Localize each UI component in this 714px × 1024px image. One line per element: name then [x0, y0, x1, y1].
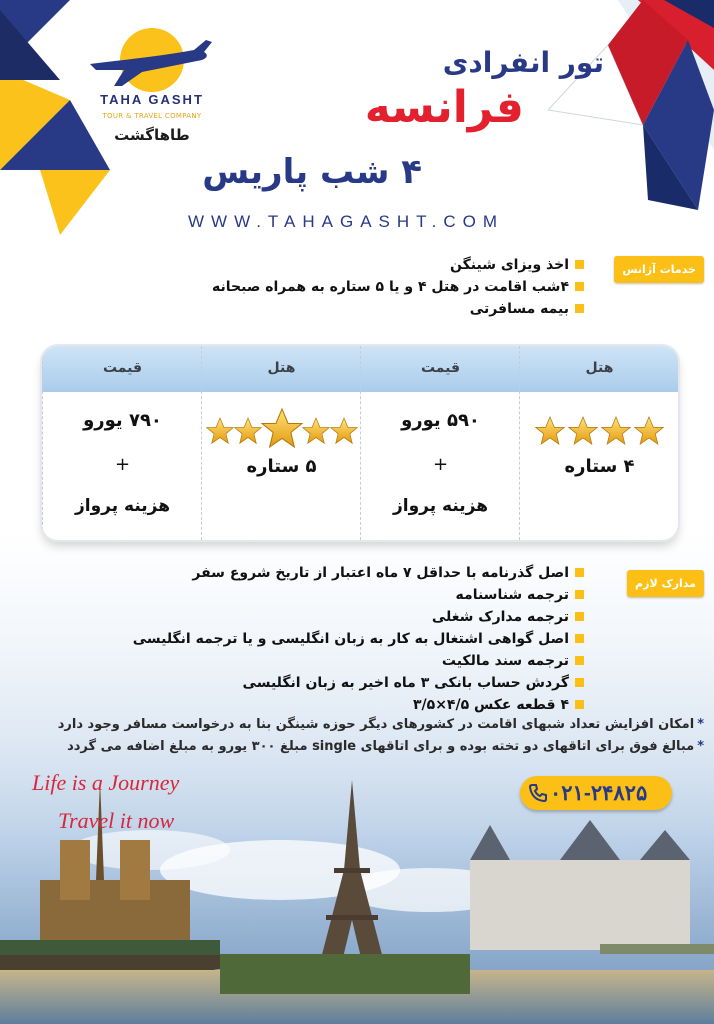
france-flag-decoration	[548, 0, 714, 215]
column-header: هتل	[585, 360, 614, 376]
note-text: مبالغ فوق برای اتاقهای دو تخته بوده و برای اتاقهای single مبلغ ۳۰۰ یورو به مبلغ اضافه می گردد	[67, 739, 695, 754]
column-header: هتل	[267, 360, 296, 376]
note-text: امکان افزایش تعداد شبهای اقامت در کشورهای دیگر حوزه شینگن بنا به درخواست مسافر وجود دارد	[57, 717, 695, 732]
price-value: ۷۹۰ یورو	[83, 410, 162, 431]
list-item: ترجمه مدارک شغلی	[133, 606, 584, 628]
destination-title: فرانسه	[364, 82, 524, 133]
tour-type-title: تور انفرادی	[442, 46, 604, 79]
documents-list	[133, 562, 584, 716]
list-item: ۴شب اقامت در هتل ۴ و یا ۵ ستاره به همراه صبحانه	[212, 276, 584, 298]
company-logo[interactable]	[82, 20, 222, 160]
list-item: بیمه مسافرتی	[212, 298, 584, 320]
plus-sign: +	[114, 454, 131, 475]
list-item: ترجمه سند مالکیت	[133, 650, 584, 672]
list-item: ترجمه شناسنامه	[133, 584, 584, 606]
list-item: گردش حساب بانکی ۳ ماه اخیر به زبان انگلیسی	[133, 672, 584, 694]
services-list	[212, 254, 584, 320]
phone-icon	[528, 783, 548, 803]
logo-tagline: TOUR & TRAVEL COMPANY	[102, 112, 202, 120]
slogan-line-1: Life is a Journey	[32, 770, 180, 795]
star-rating	[520, 408, 678, 456]
column-header: قیمت	[420, 360, 461, 376]
price-column-4star	[360, 346, 519, 540]
star-label: ۵ ستاره	[246, 456, 317, 477]
website-link[interactable]: WWW.TAHAGASHT.COM	[188, 212, 505, 231]
star-rating	[202, 408, 361, 456]
list-item: اخذ ویزای شینگن	[212, 254, 584, 276]
hotel-column-5star	[201, 346, 360, 540]
documents-badge: مدارک لازم	[627, 570, 704, 597]
list-item: اصل گذرنامه با حداقل ۷ ماه اعتبار از تاریخ شروع سفر	[133, 562, 584, 584]
note-item	[58, 736, 704, 758]
five-stars-icon	[204, 408, 360, 452]
asterisk-icon: *	[697, 739, 704, 754]
list-item: اصل گواهی اشتغال به کار به زبان انگلیسی و یا ترجمه انگلیسی	[133, 628, 584, 650]
services-badge: خدمات آژانس	[614, 256, 704, 283]
price-value: ۵۹۰ یورو	[401, 410, 480, 431]
list-item: ۴ قطعه عکس ۴/۵×۳/۵	[133, 694, 584, 716]
logo-brand: TAHA GASHT	[100, 92, 204, 107]
price-table	[42, 346, 678, 540]
hotel-column-4star	[519, 346, 678, 540]
four-stars-icon	[530, 408, 670, 452]
price-column-5star	[42, 346, 201, 540]
airplane-icon	[82, 20, 222, 100]
phone-number[interactable]: ۰۲۱-۲۴۸۲۵	[550, 782, 648, 805]
asterisk-icon: *	[697, 717, 704, 732]
slogan-line-2: Travel it now	[58, 808, 175, 833]
note-item	[58, 714, 704, 736]
nights-title: ۴ شب پاریس	[202, 152, 422, 192]
star-label: ۴ ستاره	[564, 456, 635, 477]
notes	[58, 714, 704, 758]
logo-name-fa: طاها‌گشت	[114, 126, 190, 144]
flight-cost-note: هزینه پرواز	[392, 496, 489, 516]
plus-sign: +	[432, 454, 449, 475]
column-header: قیمت	[102, 360, 143, 376]
phone-contact[interactable]	[520, 776, 672, 810]
flight-cost-note: هزینه پرواز	[74, 496, 171, 516]
